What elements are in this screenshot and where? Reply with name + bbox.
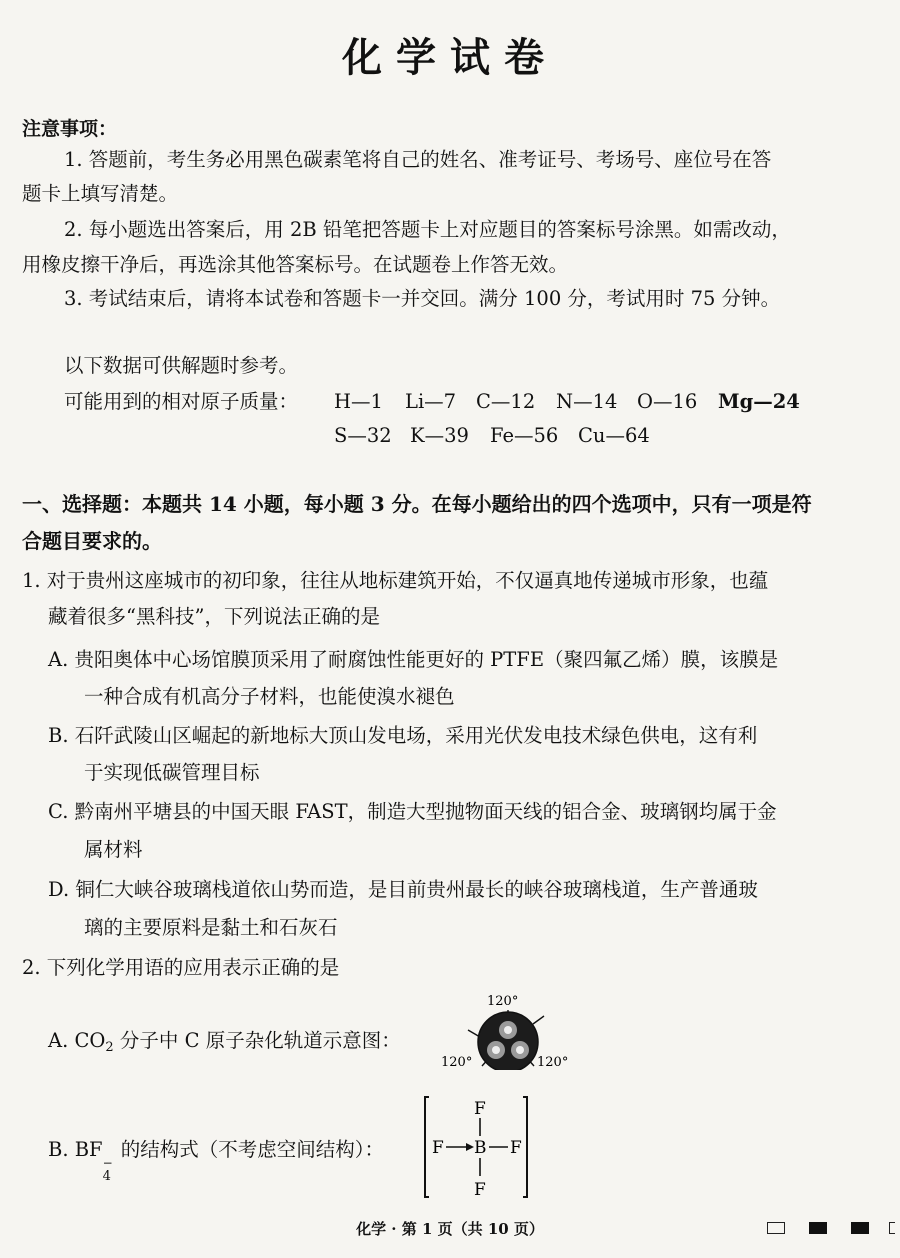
filled-mark [809, 1222, 827, 1234]
question-1-option-d-line1: D. 铜仁大峡谷玻璃栈道依山势而造，是目前贵州最长的峡谷玻璃栈道，生产普通玻 [48, 878, 758, 901]
svg-text:120°: 120° [537, 1055, 569, 1070]
question-1-option-d-line2: 璃的主要原料是黏土和石灰石 [84, 916, 338, 939]
atomic-mass-c: C—12 [476, 390, 536, 413]
bf4-structure-diagram [420, 1090, 540, 1202]
notice-item-1-line1: 1. 答题前，考生务必用黑色碳素笔将自己的姓名、准考证号、考场号、座位号在答 [64, 148, 772, 171]
svg-text:B: B [474, 1138, 487, 1158]
svg-text:F: F [474, 1099, 486, 1119]
filled-mark [851, 1222, 869, 1234]
atomic-mass-fe: Fe—56 [490, 424, 559, 447]
question-1-option-b-line2: 于实现低碳管理目标 [84, 761, 260, 784]
page-footer: 化学 · 第 1 页（共 10 页） [356, 1220, 544, 1238]
atomic-mass-li: Li—7 [405, 390, 457, 413]
notice-item-1-line2: 题卡上填写清楚。 [22, 182, 179, 205]
reference-intro: 以下数据可供解题时参考。 [64, 354, 299, 377]
atomic-mass-h: H—1 [334, 390, 383, 413]
atomic-mass-mg: Mg—24 [718, 390, 800, 413]
notice-item-3: 3. 考试结束后，请将本试卷和答题卡一并交回。满分 100 分，考试用时 75 分钟。 [64, 287, 781, 310]
exam-title: 化学试卷 [342, 34, 558, 81]
atomic-mass-n: N—14 [556, 390, 618, 413]
question-1-option-a-line2: 一种合成有机高分子材料，也能使溴水褪色 [84, 685, 455, 708]
atomic-mass-cu: Cu—64 [578, 424, 650, 447]
svg-text:120°: 120° [487, 994, 519, 1009]
atomic-mass-s: S—32 [334, 424, 392, 447]
notice-heading: 注意事项： [22, 118, 118, 140]
notice-item-2-line2: 用橡皮擦干净后，再选涂其他答案标号。在试题卷上作答无效。 [22, 253, 569, 276]
question-1-option-c-line1: C. 黔南州平塘县的中国天眼 FAST，制造大型抛物面天线的铝合金、玻璃钢均属于金 [48, 800, 777, 823]
question-1-option-a-line1: A. 贵阳奥体中心场馆膜顶采用了耐腐蚀性能更好的 PTFE（聚四氟乙烯）膜，该膜是 [48, 648, 779, 671]
svg-text:F: F [474, 1180, 486, 1200]
svg-text:F: F [432, 1138, 444, 1158]
question-1-option-b-line1: B. 石阡武陵山区崛起的新地标大顶山发电场，采用光伏发电技术绿色供电，这有利 [48, 724, 758, 747]
atomic-mass-o: O—16 [637, 390, 698, 413]
notice-item-2-line1: 2. 每小题选出答案后，用 2B 铅笔把答题卡上对应题目的答案标号涂黑。如需改动， [64, 218, 791, 241]
section-heading-line1: 一、选择题：本题共 14 小题，每小题 3 分。在每小题给出的四个选项中，只有一项是符 [22, 492, 812, 516]
partial-mark [889, 1222, 895, 1234]
hollow-mark [767, 1222, 785, 1234]
question-2-option-b: B. BF − 4 的结构式（不考虑空间结构）： [48, 1138, 385, 1184]
question-1-option-c-line2: 属材料 [84, 838, 143, 861]
question-2-option-a: A. $CO_2$ 分子中 C 原子杂化轨道示意图： [48, 1029, 401, 1055]
hybrid-orbital-diagram [432, 990, 582, 1070]
atomic-mass-k: K—39 [410, 424, 469, 447]
svg-text:120°: 120° [441, 1055, 473, 1070]
section-heading-line2: 合题目要求的。 [22, 529, 162, 553]
question-2-stem: 2. 下列化学用语的应用表示正确的是 [22, 956, 340, 979]
question-1-stem-line1: 1. 对于贵州这座城市的初印象，往往从地标建筑开始，不仅逼真地传递城市形象，也蕴 [22, 569, 769, 592]
reference-label: 可能用到的相对原子质量： [64, 390, 299, 413]
question-1-stem-line2: 藏着很多“黑科技”，下列说法正确的是 [48, 605, 380, 628]
svg-text:F: F [510, 1138, 522, 1158]
